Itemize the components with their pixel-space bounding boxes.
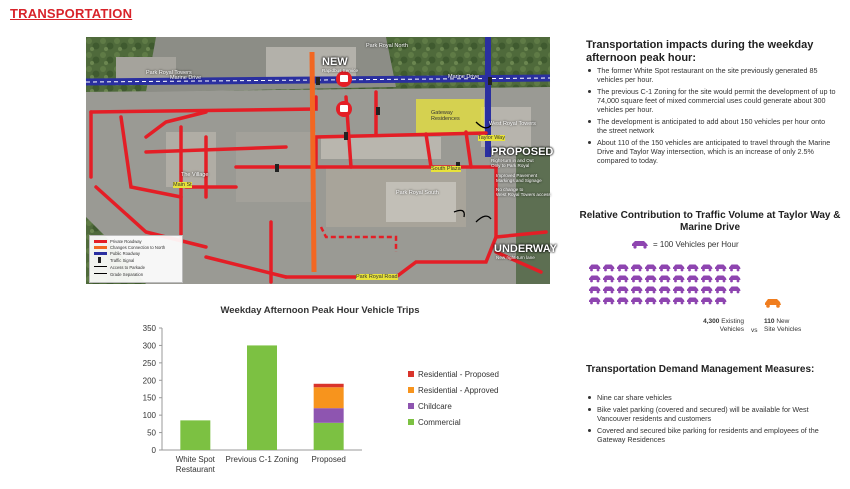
legend-swatch (408, 387, 414, 393)
y-tick-label: 300 (142, 341, 156, 351)
callout-nochange1: No change to (496, 187, 524, 192)
list-item: The development is anticipated to add about 150 vehicles per hour onto the street network (586, 117, 836, 135)
x-tick-label: Restaurant (175, 465, 215, 474)
per-hour-text: = 100 Vehicles per Hour (653, 240, 739, 249)
x-tick-label: White Spot (175, 455, 215, 464)
car-icon (617, 276, 629, 283)
callout-new-note: Rapidbus Service (322, 68, 359, 73)
legend-swatch (408, 371, 414, 377)
y-tick-label: 50 (147, 428, 156, 438)
arrow-icon (94, 266, 107, 267)
x-tick-label: Proposed (311, 455, 346, 464)
car-icon (729, 287, 741, 294)
existing-label1: Existing (721, 318, 744, 325)
vs-label: vs (751, 327, 758, 334)
map-legend (89, 235, 183, 283)
list-item: Bike valet parking (covered and secured) will be available for West Vancouver residents and customers (586, 405, 836, 423)
label-marine-drive-east: Marine Drive (448, 74, 480, 80)
car-icon (729, 276, 741, 283)
new-label2: Site Vehicles (764, 326, 802, 333)
car-icon (715, 298, 727, 305)
callout-proposed-note1: Right-turn in and Out (491, 158, 534, 163)
callout-new: NEW (322, 56, 348, 68)
car-icon (617, 298, 629, 305)
grade-separation-icon (94, 273, 107, 274)
label-main-st: Main St (173, 182, 192, 188)
callout-proposed: PROPOSED (491, 146, 554, 158)
legend-label: Childcare (418, 402, 452, 411)
callout-improved1: Improved Pavement (496, 173, 538, 178)
legend-swatch (408, 403, 414, 409)
car-icon (715, 287, 727, 294)
car-icon (701, 287, 713, 294)
legend-item: Changes Connection to North (110, 245, 166, 250)
car-icon (687, 298, 699, 305)
new-vehicle-car-icon (763, 297, 785, 309)
y-tick-label: 0 (151, 446, 156, 455)
car-icon (659, 276, 671, 283)
label-park-royal-north: Park Royal North (366, 43, 408, 49)
new-label1: New (776, 318, 790, 325)
y-tick-label: 350 (142, 324, 156, 333)
car-icon (659, 287, 671, 294)
label-gateway-residences: Gateway Residences (431, 110, 460, 122)
label-park-royal-towers: Park Royal Towers (146, 70, 192, 76)
label-park-royal-rd: Park Royal Road (356, 274, 398, 280)
car-icon (645, 265, 657, 272)
bar-segment (180, 420, 210, 450)
car-icon (630, 239, 650, 249)
car-icon (659, 298, 671, 305)
car-icon (631, 265, 643, 272)
legend-item: Grade Separation (110, 272, 144, 277)
car-icon (603, 265, 615, 272)
bar-segment (247, 345, 277, 450)
existing-label2: Vehicles (719, 326, 744, 333)
legend-item: Traffic Signal (110, 258, 135, 263)
car-icon (589, 287, 601, 294)
legend-label: Residential - Proposed (418, 370, 499, 379)
relative-contribution-title: Relative Contribution to Traffic Volume at Taylor Way & Marine Drive (579, 210, 841, 233)
car-icon (631, 298, 643, 305)
existing-count: 4,300 (703, 318, 720, 325)
callout-proposed-note2: Only to Park Royal (491, 163, 530, 168)
label-south-plaza: South Plaza (431, 166, 461, 172)
label-park-royal-south: Park Royal South (396, 190, 439, 196)
list-item: Covered and secured bike parking for residents and employees of the Gateway Residences (586, 426, 836, 444)
car-icon (631, 287, 643, 294)
car-icon (687, 276, 699, 283)
legend-symbol-public-roadway (94, 252, 107, 255)
car-icon (701, 276, 713, 283)
car-icon (729, 265, 741, 272)
bar-segment (314, 408, 344, 423)
car-icon (589, 276, 601, 283)
car-icon (603, 276, 615, 283)
callout-nochange2: West Royal Towers access (496, 192, 551, 197)
legend-label: Commercial (418, 418, 461, 427)
bar-segment (314, 384, 344, 387)
car-icon (631, 276, 643, 283)
impacts-title: Transportation impacts during the weekday afternoon peak hour: (586, 39, 814, 64)
existing-vehicles-grid (588, 263, 748, 313)
callout-improved2: Markings and Signage (496, 178, 542, 183)
tdm-list (586, 393, 836, 447)
car-icon (715, 265, 727, 272)
new-count: 110 (764, 318, 775, 325)
legend-item: Access to Parkade (110, 265, 145, 270)
y-tick-label: 100 (142, 411, 156, 421)
callout-underway-note: New right-turn lane (496, 255, 535, 260)
car-icon (673, 298, 685, 305)
car-icon (645, 298, 657, 305)
label-the-village: The Village (181, 172, 209, 178)
car-icon (687, 265, 699, 272)
y-tick-label: 150 (142, 393, 156, 403)
chart-title: Weekday Afternoon Peak Hour Vehicle Trips (220, 305, 420, 316)
legend-item: Private Roadway (110, 239, 142, 244)
page-title: TRANSPORTATION (10, 6, 133, 21)
car-icon (645, 276, 657, 283)
y-tick-label: 250 (142, 358, 156, 368)
car-icon (659, 265, 671, 272)
existing-vehicles-caption (672, 318, 744, 334)
legend-symbol-changes (94, 246, 107, 249)
bar-segment (314, 387, 344, 408)
car-icon (701, 265, 713, 272)
tdm-title: Transportation Demand Management Measures: (586, 364, 815, 375)
car-icon (589, 265, 601, 272)
traffic-signal-icon (98, 257, 101, 263)
car-icon (603, 298, 615, 305)
car-icon (617, 265, 629, 272)
label-west-royal-towers: West Royal Towers (489, 121, 536, 127)
car-icon (589, 298, 601, 305)
car-icon (715, 276, 727, 283)
list-item: The former White Spot restaurant on the site previously generated 85 vehicles per hour. (586, 66, 836, 84)
vehicle-trips-chart (120, 318, 500, 488)
car-icon (673, 265, 685, 272)
legend-swatch (408, 419, 414, 425)
y-tick-label: 200 (142, 376, 156, 386)
list-item: The previous C-1 Zoning for the site would permit the development of up to 74,000 square feet of mixed commercial uses could generate about 300 vehicles per hour. (586, 87, 836, 114)
list-item: About 110 of the 150 vehicles are anticipated to travel through the Marine Drive and Taylor Way intersection, which is an increase of only 2.5% compared to today. (586, 138, 836, 165)
site-map (86, 37, 557, 284)
legend-item: Public Roadway (110, 251, 141, 256)
legend-label: Residential - Approved (418, 386, 499, 395)
impacts-list (586, 66, 836, 168)
car-icon (701, 298, 713, 305)
bar-segment (314, 423, 344, 450)
car-icon (603, 287, 615, 294)
callout-underway: UNDERWAY (494, 243, 557, 255)
car-icon (645, 287, 657, 294)
new-vehicles-caption (764, 318, 824, 334)
car-icon (687, 287, 699, 294)
car-icon (617, 287, 629, 294)
label-taylor-way: Taylor Way (478, 135, 505, 141)
label-marine-drive: Marine Drive (170, 75, 202, 81)
x-tick-label: Previous C-1 Zoning (225, 455, 299, 464)
list-item: Nine car share vehicles (586, 393, 836, 402)
per-hour-legend (633, 240, 739, 249)
car-icon (673, 276, 685, 283)
legend-symbol-private-roadway (94, 240, 107, 243)
car-icon (673, 287, 685, 294)
